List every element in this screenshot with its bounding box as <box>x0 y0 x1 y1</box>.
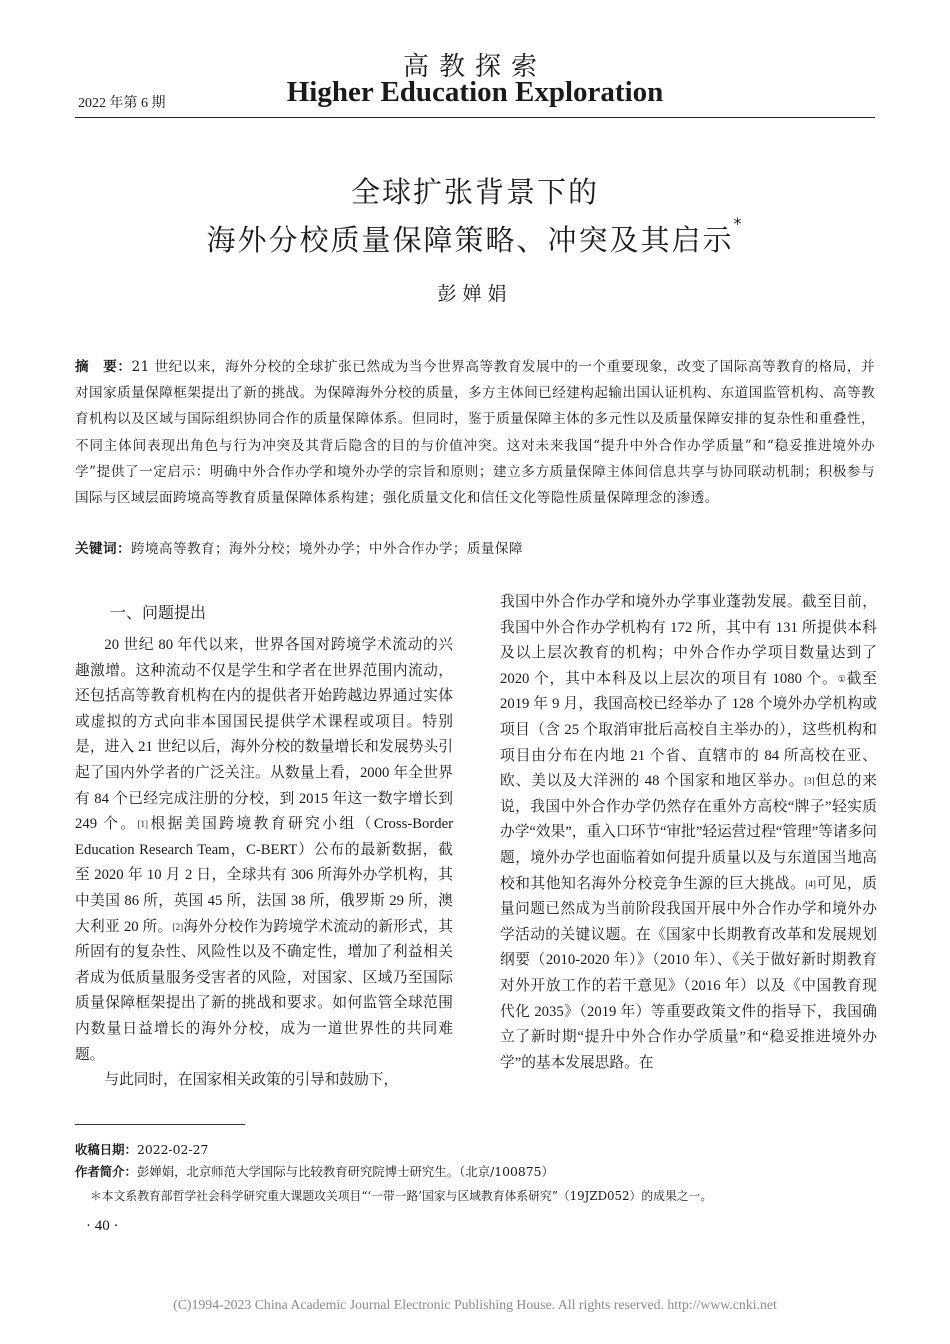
citation-ref: [3] <box>804 776 815 787</box>
article-title-line-1: 全球扩张背景下的 <box>350 175 599 209</box>
body-text: 与此同时，在国家相关政策的引导和鼓励下， <box>104 1072 399 1089</box>
body-column-left <box>75 633 453 1094</box>
body-text: 可见，质量问题已然成为当前阶段我国开展中外合作办学和境外办学活动的关键议题。在《国家中长期教育改革和发展规划纲要（2010-2020 年）》（2010 年）、《关于做好新时期教育对外开放工作的若干意见》（2016 年）以及《中国教育现代化 2035》（2019 年）等重要政策文件的指导下，我国确立了新时期“提升中外合作办学质量”和“稳妥推进境外办学”的基本发展思路。在 <box>500 875 877 1071</box>
received-date <box>75 1139 895 1161</box>
keywords-text: 跨境高等教育；海外分校；境外办学；中外合作办学；质量保障 <box>130 541 523 557</box>
body-paragraph <box>75 633 453 1068</box>
abstract-text: 21 世纪以来，海外分校的全球扩张已然成为当今世界高等教育发展中的一个重要现象，改变了国际高等教育的格局，并对国家质量保障框架提出了新的挑战。为保障海外分校的质量，多方主体间已经建构起输出国认证机构、东道国监管机构、高等教育机构以及区域与国际组织协同合作的质量保障体系。但同时，鉴于质量保障主体的多元性以及质量保障安排的复杂性和重叠性，不同主体间表现出角色与行为冲突及其背后隐含的目的与价值冲突。这对未来我国“提升中外合作办学质量”和“稳妥推进境外办学”提供了一定启示：明确中外合作办学和境外办学的宗旨和原则；建立多方质量保障主体间信息共享与协同联动机制；积极参与国际与区域层面跨境高等教育质量保障体系构建；强化质量文化和信任文化等隐性质量保障理念的渗透。 <box>75 359 875 507</box>
body-text: 我国中外合作办学和境外办学事业蓬勃发展。截至目前，我国中外合作办学机构有 172 所，其中有 131 所提供本科及以上层次教育的机构；中外合作办学项目数量达到了 2020 个，其中本科及以上层次的项目有 1080 个。 <box>500 594 877 687</box>
journal-title-cn: 高教探索 <box>402 52 547 82</box>
header-divider <box>75 117 875 118</box>
issue-label: 2022 年第 6 期 <box>78 96 166 111</box>
abstract <box>75 354 875 511</box>
body-text: 但总的来说，我国中外合作办学仍然存在重外方高校“牌子”轻实质办学“效果”，重入口环节“审批”轻运营过程“管理”等诸多问题，境外办学也面临着如何提升质量以及与东道国当地高校和其他知名海外分校竞争生源的巨大挑战。 <box>500 773 877 892</box>
citation-ref: ① <box>837 673 847 684</box>
author-name: 彭婵娟 <box>437 283 513 305</box>
body-column-right <box>500 590 877 1076</box>
copyright-line: (C)1994-2023 China Academic Journal Electronic Publishing House. All rights reserved. http://www.cnki.net <box>173 1297 777 1312</box>
keywords-label: 关键词： <box>75 541 131 557</box>
article-title-line-2 <box>0 214 950 259</box>
body-text: 根据美国跨境教育研究小组（Cross-Border Education Research Team，C-BERT）公布的最新数据，截至 2020 年 10 月 2 日，全球共有 306 所海外办学机构，其中美国 86 所，英国 45 所，法国 38 所，俄罗斯 29 所，澳大利亚 20 所。 <box>75 816 453 935</box>
body-text: 截至 2019 年 9 月，我国高校已经举办了 128 个境外办学机构或项目（含 25 个取消审批后高校自主举办的），这些机构和项目由分布在内地 21 个省、直辖市的 84 所高校在亚、欧、美以及大洋洲的 48 个国家和地区举办。 <box>500 670 877 790</box>
received-label: 收稿日期： <box>75 1142 137 1157</box>
citation-ref: [4] <box>805 878 816 889</box>
citation-ref: [1] <box>137 819 149 830</box>
author-bio <box>75 1161 895 1183</box>
body-text: 海外分校作为跨境学术流动的新形式，其所固有的复杂性、风险性以及不确定性，增加了利益相关者成为低质量服务受害者的风险，对国家、区域乃至国际质量保障框架提出了新的挑战和要求。如何监管全球范围内数量日益增长的海外分校，成为一道世界性的共同难题。 <box>75 918 453 1063</box>
bio-value: 彭婵娟，北京师范大学国际与比较教育研究院博士研究生。（北京/100875） <box>136 1164 554 1179</box>
article-title-text: 海外分校质量保障策略、冲突及其启示 <box>206 223 734 257</box>
footnote-divider <box>75 1124 245 1125</box>
body-paragraph <box>500 590 877 1076</box>
bio-label: 作者简介： <box>75 1164 137 1179</box>
keywords <box>75 536 875 562</box>
journal-title-en: Higher Education Exploration <box>286 76 664 108</box>
title-footnote-mark: * <box>733 214 744 233</box>
received-value: 2022-02-27 <box>136 1142 209 1157</box>
abstract-label: 摘 要： <box>75 359 132 375</box>
body-paragraph <box>75 1068 453 1094</box>
body-text: 20 世纪 80 年代以来，世界各国对跨境学术流动的兴趣激增。这种流动不仅是学生和学者在世界范围内流动，还包括高等教育机构在内的提供者开始跨越边界通过实体或虚拟的方式向非本国国民提供学术课程或项目。特别是，进入 21 世纪以后，海外分校的数量增长和发展势头引起了国内外学者的广泛关注。从数量上看，2000 年全世界有 84 个已经完成注册的分校，到 2015 年这一数字增长到 249 个。 <box>75 637 453 833</box>
citation-ref: [2] <box>172 921 184 932</box>
funding-note: ＊本文系教育部哲学社会科学研究重大课题攻关项目“‘一带一路’国家与区域教育体系研究”（19JZD052）的成果之一。 <box>90 1189 713 1203</box>
section-heading: 一、问题提出 <box>110 603 207 622</box>
page-number: · 40 · <box>86 1218 119 1234</box>
